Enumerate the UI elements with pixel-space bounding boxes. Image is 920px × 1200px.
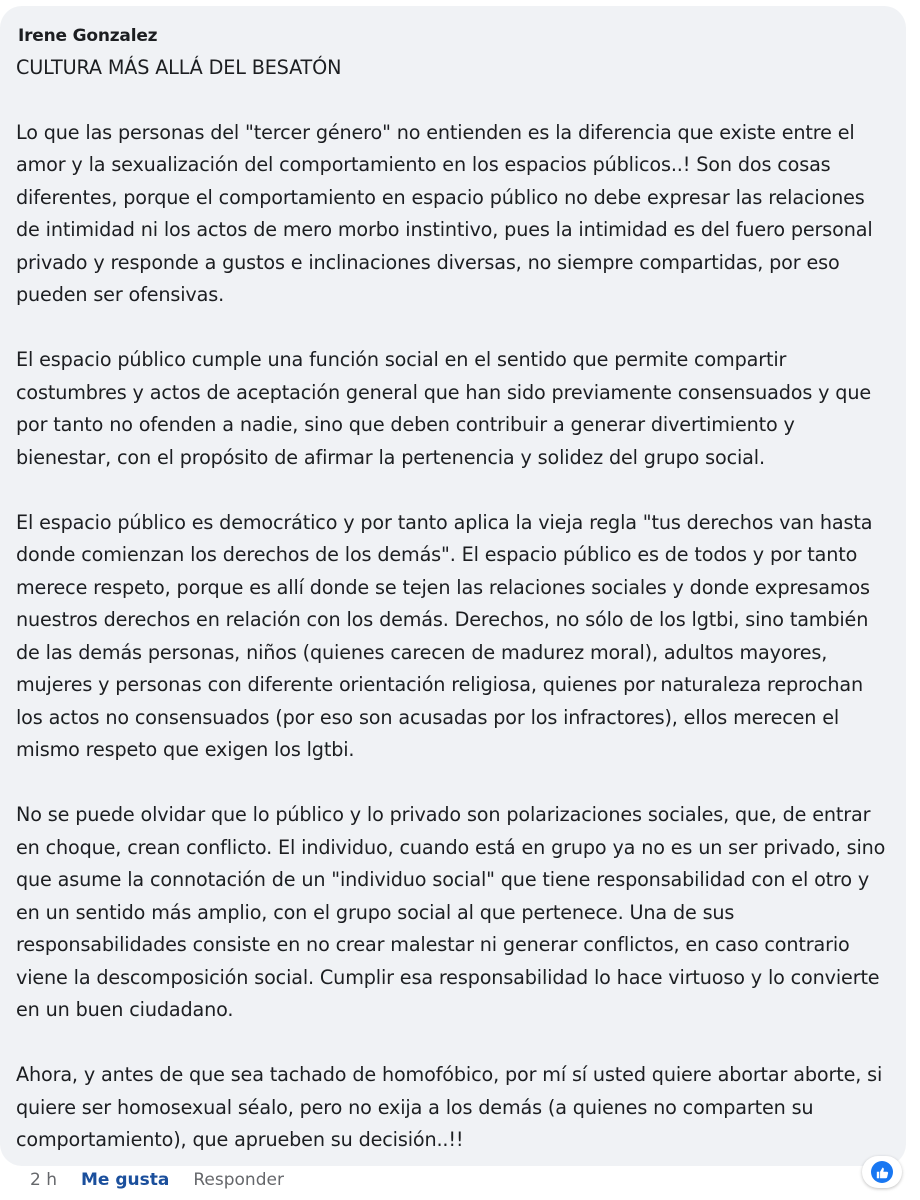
comment-body bbox=[16, 52, 892, 1157]
reply-button[interactable]: Responder bbox=[193, 1170, 284, 1190]
comment-author[interactable]: Irene Gonzalez bbox=[18, 26, 158, 46]
comment-actions bbox=[30, 1170, 284, 1190]
comment-paragraph-4: No se puede olvidar que lo público y lo privado son polarizaciones sociales, que, de entrar en choque, crean conflicto. El individuo, cuando está en grupo ya no es un ser privado, sino que asume la connotación de un "individuo social" que tiene responsabilidad con el otro y en un sentido más amplio, con el grupo social al que pertenece. Una de sus responsabilidades consiste en no crear malestar ni generar conflictos, en caso contrario viene la descomposición social. Cumplir esa responsabilidad lo hace virtuoso y lo convierte en un buen ciudadano. bbox=[16, 803, 886, 1021]
comment-paragraph-5: Ahora, y antes de que sea tachado de homofóbico, por mí sí usted quiere abortar aborte, si quiere ser homosexual séalo, pero no exija a los demás (a quienes no comparten su comportamiento), que aprueben su decisión..!! bbox=[16, 1063, 883, 1151]
comment-paragraph-3: El espacio público es democrático y por tanto aplica la vieja regla "tus derechos van hasta donde comienzan los derechos de los demás". El espacio público es de todos y por tanto merece respeto, porque es allí donde se tejen las relaciones sociales y donde expresamos nuestros derechos en relación con los demás. Derechos, no sólo de los lgtbi, sino también de las demás personas, niños (quienes carecen de madurez moral), adultos mayores, mujeres y personas con diferente orientación religiosa, quienes por naturaleza reprochan los actos no consensuados (por eso son acusadas por los infractores), ellos merecen el mismo respeto que exigen los lgtbi. bbox=[16, 510, 873, 761]
comment-bubble bbox=[0, 6, 906, 1166]
comment-paragraph-1: Lo que las personas del "tercer género" no entienden es la diferencia que existe entre el amor y la sexualización del comportamiento en los espacios públicos..! Son dos cosas diferentes, porque el comportamiento en espacio público no debe expresar las relaciones de intimidad ni los actos de mero morbo instintivo, pues la intimidad es del fuero personal privado y responde a gustos e inclinaciones diversas, no siempre compartidas, por eso pueden ser ofensivas. bbox=[16, 120, 873, 306]
comment-timestamp[interactable]: 2 h bbox=[30, 1170, 57, 1190]
like-button[interactable]: Me gusta bbox=[81, 1170, 170, 1190]
comment-title: CULTURA MÁS ALLÁ DEL BESATÓN bbox=[16, 56, 342, 79]
comment-paragraph-2: El espacio público cumple una función social en el sentido que permite compartir costumbres y actos de aceptación general que han sido previamente consensuados y que por tanto no ofenden a nadie, sino que deben contribuir a generar divertimiento y bienestar, con el propósito de afirmar la pertenencia y solidez del grupo social. bbox=[16, 348, 871, 469]
thumbs-up-icon bbox=[871, 1161, 893, 1183]
reaction-count-badge[interactable] bbox=[862, 1156, 902, 1188]
